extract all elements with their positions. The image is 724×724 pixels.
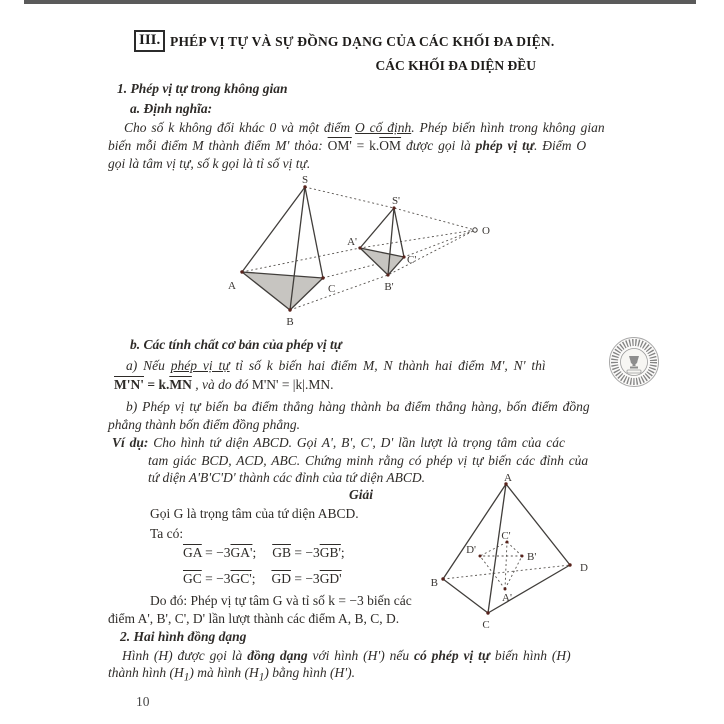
property-a-formula	[114, 376, 333, 394]
vector-om: $\overline{OM}$	[379, 138, 402, 153]
label-d: D	[580, 562, 588, 574]
s2-l1-term: đồng dạng	[247, 648, 308, 663]
formula-eq: = k.	[144, 377, 170, 392]
vector-gc: $\overline{GC}$	[183, 571, 202, 586]
label-a: A	[504, 474, 512, 484]
eq-2: = −3	[290, 545, 320, 560]
tetra-base-apbpcp	[360, 248, 404, 275]
label-b-prime: B'	[384, 281, 394, 293]
s2-l1-pre: Hình (H) được gọi là	[122, 648, 248, 663]
def-l2-mid: được gọi là	[401, 138, 476, 153]
s2-l2-p3: ) bằng hình (H').	[264, 665, 355, 680]
vector-mn-prime: M'N'	[114, 377, 144, 392]
label-d-prime: D'	[466, 544, 476, 556]
formula-abs-value: M'N' = |k|.MN.	[251, 377, 334, 392]
semi-3: ;	[251, 571, 256, 586]
centre-o-marker	[473, 228, 477, 232]
label-a-prime: A'	[502, 592, 512, 604]
inner-tetra-edges	[480, 542, 522, 589]
s2-l1-tail: biến hình (H)	[490, 648, 571, 663]
eq-1: = −3	[201, 545, 231, 560]
vector-ga: $\overline{GA}$	[183, 545, 202, 560]
vertex-b-prime	[386, 273, 389, 276]
ray-s-to-o	[305, 187, 475, 230]
solution-line4: điểm A', B', C', D' lần lượt thành các điểm A, B, C, D.	[108, 611, 400, 626]
def-l1-text: Cho số k không đổi khác 0 và một điểm	[124, 120, 355, 135]
def-l2-eq: = k.	[351, 138, 380, 153]
section2-line2	[108, 664, 355, 687]
label-o: O	[482, 225, 490, 237]
section1-heading: 1. Phép vị tự trong không gian	[117, 81, 288, 96]
s2-l1-mid: với hình (H') nếu	[307, 648, 415, 663]
homothety-diagram	[183, 176, 499, 334]
vertex-b-prime	[521, 555, 524, 558]
label-b-prime: B'	[527, 551, 537, 563]
definition-heading: a. Định nghĩa:	[130, 101, 213, 116]
vertex-b	[288, 308, 291, 311]
solution-line1: Gọi G là trọng tâm của tứ diện ABCD.	[150, 506, 359, 521]
s2-l1-bold2: có phép vị tự	[414, 648, 490, 663]
section-number-badge: III.	[134, 30, 165, 52]
example-line2: tam giác BCD, ACD, ABC. Chứng minh rằng có phép vị tự biến các đỉnh của	[148, 453, 589, 468]
ray-a-to-o	[242, 230, 475, 272]
label-a: A	[228, 280, 236, 292]
s2-l2-sub1: 1	[183, 671, 190, 684]
solution-formula-row1	[183, 544, 345, 562]
vertex-a-prime	[504, 588, 507, 591]
section2-heading: 2. Hai hình đồng dạng	[120, 629, 247, 644]
tetra-base-abc	[242, 272, 323, 310]
vector-gb: $\overline{GB}$	[272, 545, 291, 560]
prop-a-tail: tỉ số k biến hai điểm M, N thành hai điểm M', N' thì	[229, 358, 546, 373]
formula-mid-text: , và do đó	[191, 377, 252, 392]
vertex-d	[568, 563, 571, 566]
section2-line1	[122, 647, 571, 665]
def-l2-text: biến mỗi điểm M thành điểm M' thỏa:	[108, 138, 328, 153]
ray-c-to-o	[323, 230, 475, 278]
vertex-a	[240, 270, 243, 273]
vertex-a-prime	[358, 246, 361, 249]
solution-line2: Ta có:	[150, 526, 184, 541]
tetrahedron-centroid-diagram	[425, 474, 617, 642]
def-l1-tail: . Phép biến hình trong không gian	[411, 120, 605, 135]
solution-line3: Do đó: Phép vị tự tâm G và tỉ số k = −3 biến các	[150, 593, 412, 608]
prop-a-pre: a) Nếu	[126, 358, 171, 373]
label-s: S	[301, 176, 309, 186]
eq-4: = −3	[290, 571, 320, 586]
eq-3: = −3	[201, 571, 231, 586]
property-b-line1: b) Phép vị tự biến ba điểm thẳng hàng thành ba điểm thẳng hàng, bốn điểm đồng	[126, 399, 590, 414]
example-line1	[112, 434, 565, 452]
vector-gd: $\overline{GD}$	[271, 571, 291, 586]
vertex-c	[486, 611, 489, 614]
s2-l2-p1: thành hình (H	[108, 665, 184, 680]
definition-line2	[108, 137, 586, 155]
label-c: C	[328, 283, 336, 295]
prop-a-underlined: phép vị tự	[170, 358, 230, 373]
s2-l2-p2: ) mà hình (H	[189, 665, 259, 680]
library-stamp-icon	[606, 334, 662, 390]
solution-formula-row2	[183, 570, 342, 588]
vertex-c-prime	[402, 255, 405, 258]
label-a-prime: A'	[347, 236, 357, 248]
example-line3: tứ diện A'B'C'D' thành các đỉnh của tứ diện ABCD.	[148, 470, 425, 485]
def-l2-term: phép vị tự	[475, 138, 534, 153]
label-c: C	[482, 619, 490, 631]
property-b-line2: phẳng thành bốn điểm đồng phẳng.	[108, 417, 300, 432]
semi-1: ;	[252, 545, 257, 560]
label-c-prime: C'	[501, 530, 511, 542]
vector-gb-prime: GB'	[319, 545, 341, 560]
semi-2: ;	[340, 545, 345, 560]
vertex-d-prime	[479, 555, 482, 558]
label-s-prime: S'	[391, 195, 401, 207]
label-b: B	[430, 577, 438, 589]
page-top-rule	[24, 0, 696, 4]
vertex-c	[321, 276, 324, 279]
vector-ga-prime: GA'	[230, 545, 253, 560]
example-l1-text: Cho hình tứ diện ABCD. Gọi A', B', C', D' lần lượt là trọng tâm của các	[148, 435, 565, 450]
vector-mn: $\overline{MN}$	[169, 377, 192, 392]
page-title: PHÉP VỊ TỰ VÀ SỰ ĐỒNG DẠNG CỦA CÁC KHỐI ĐA DIỆN.	[170, 34, 555, 49]
definition-line3: gọi là tâm vị tự, số k gọi là tỉ số vị tự.	[108, 156, 311, 171]
s2-l2-sub2: 1	[258, 671, 265, 684]
def-l2-tail: . Điểm O	[533, 138, 587, 153]
label-c-prime: C'	[407, 254, 417, 266]
definition-line1	[124, 119, 605, 137]
label-b: B	[286, 316, 294, 328]
property-a-line	[126, 357, 546, 375]
page-subtitle: CÁC KHỐI ĐA DIỆN ĐỀU	[375, 58, 536, 73]
example-label: Ví dụ:	[112, 435, 149, 450]
vertex-b	[441, 577, 444, 580]
vector-gc-prime: GC'	[230, 571, 252, 586]
page-number: 10	[136, 694, 150, 709]
vector-om-prime: OM'	[327, 138, 352, 153]
vector-gd-prime: GD'	[319, 571, 342, 586]
properties-heading: b. Các tính chất cơ bản của phép vị tự	[130, 337, 342, 352]
def-l1-underlined: O cố định	[354, 120, 412, 135]
solution-heading: Giải	[349, 487, 374, 502]
